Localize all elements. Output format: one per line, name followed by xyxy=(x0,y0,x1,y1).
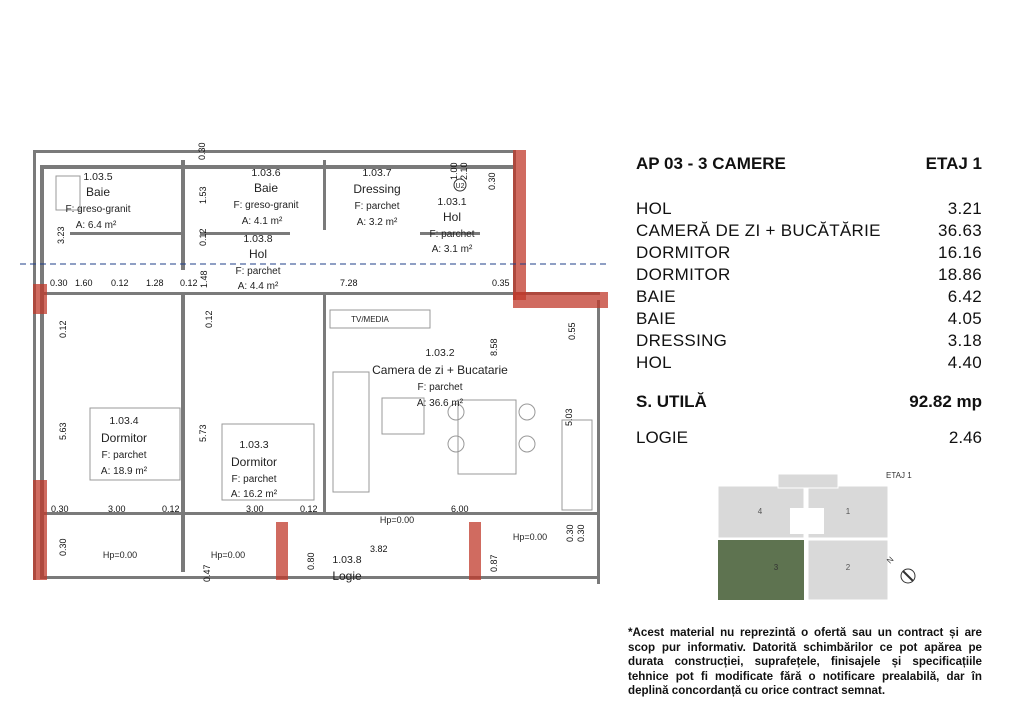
apartment-summary xyxy=(636,154,982,448)
apartment-title: AP 03 - 3 CAMERE xyxy=(636,154,786,173)
room-area: 16.16 xyxy=(937,243,982,262)
dimension: 7.28 xyxy=(340,278,358,288)
room-area: A: 18.9 m² xyxy=(100,466,148,477)
room-row xyxy=(636,242,982,264)
dimension: 0.35 xyxy=(492,278,510,288)
dimension: 0.12 xyxy=(204,310,214,328)
total-area-row xyxy=(636,392,982,412)
dimension: 0.47 xyxy=(202,564,212,582)
room-row xyxy=(636,198,982,220)
total-label: S. UTILĂ xyxy=(636,392,707,411)
chair xyxy=(519,404,535,420)
room-name: DRESSING xyxy=(636,331,728,350)
room-row xyxy=(636,286,982,308)
summary-header xyxy=(636,154,982,174)
dimension: 2.10 xyxy=(459,162,469,180)
u2-label: U2 xyxy=(455,183,465,190)
room-area: A: 16.2 m² xyxy=(230,489,278,500)
hp-label: Hp=0.00 xyxy=(102,550,138,560)
room-area: 4.05 xyxy=(947,309,982,328)
room-label-dormitor-2 xyxy=(231,439,278,500)
room-row xyxy=(636,352,982,374)
keyplan-unit-number: 4 xyxy=(757,507,763,516)
keyplan-unit-number: 3 xyxy=(773,563,779,572)
room-id: 1.03.2 xyxy=(425,347,455,359)
sofa xyxy=(333,372,369,492)
room-area: 3.21 xyxy=(947,199,982,218)
dimension: 1.53 xyxy=(198,186,208,204)
dimension: 1.28 xyxy=(146,278,164,288)
logie-value: 2.46 xyxy=(948,428,982,447)
room-id: 1.03.1 xyxy=(437,196,467,208)
key-plan xyxy=(708,466,928,616)
room-name: Hol xyxy=(442,210,462,224)
keyplan-unit-number: 1 xyxy=(845,507,851,516)
dimension: 0.87 xyxy=(489,554,499,572)
room-label-baie-2 xyxy=(233,167,298,227)
room-id: 1.03.5 xyxy=(83,171,113,183)
dimension: 5.73 xyxy=(198,424,208,442)
room-area: A: 4.1 m² xyxy=(241,216,283,227)
dimension: 0.30 xyxy=(565,524,575,542)
room-name: Hol xyxy=(248,247,268,261)
dimension: 0.12 xyxy=(58,320,68,338)
dimension: 0.30 xyxy=(51,504,69,514)
keyplan-label: ETAJ 1 xyxy=(886,471,912,480)
room-finish: F: parchet xyxy=(231,474,277,485)
room-label-dressing xyxy=(353,167,400,228)
dimension: 0.12 xyxy=(180,278,198,288)
dimension: 6.00 xyxy=(451,504,469,514)
logie-label: LOGIE xyxy=(636,428,688,447)
hp-label: Hp=0.00 xyxy=(210,550,246,560)
room-finish: F: greso-granit xyxy=(65,204,131,215)
room-name: Dressing xyxy=(353,182,401,196)
dimension: 0.30 xyxy=(50,278,68,288)
room-area: 36.63 xyxy=(937,221,982,240)
room-id: 1.03.6 xyxy=(251,167,281,179)
room-area: A: 3.1 m² xyxy=(431,244,473,255)
room-id: 1.03.3 xyxy=(239,439,269,451)
room-label-baie-1 xyxy=(65,171,130,231)
dimension: 3.23 xyxy=(56,226,66,244)
dining-table xyxy=(458,400,516,474)
dimension: 1.00 xyxy=(449,162,459,180)
chair xyxy=(519,436,535,452)
room-name: HOL xyxy=(636,353,672,372)
room-label-hol-1 xyxy=(429,196,474,255)
dimension: 0.30 xyxy=(197,142,207,160)
dimension: 3.82 xyxy=(370,544,388,554)
dimension: 0.55 xyxy=(567,322,577,340)
room-id: 1.03.8 xyxy=(243,233,273,245)
room-area: 18.86 xyxy=(937,265,982,284)
dimension: 0.12 xyxy=(300,504,318,514)
room-area: A: 3.2 m² xyxy=(356,217,398,228)
north-arrow-icon xyxy=(885,555,915,583)
dimension: 8.58 xyxy=(489,338,499,356)
room-finish: F: greso-granit xyxy=(233,200,299,211)
dimension: 3.00 xyxy=(108,504,126,514)
room-list xyxy=(636,198,982,374)
room-row xyxy=(636,264,982,286)
logie-row xyxy=(636,428,982,448)
room-label-logie xyxy=(332,554,362,583)
room-name: DORMITOR xyxy=(636,265,731,284)
room-row xyxy=(636,330,982,352)
hp-label: Hp=0.00 xyxy=(512,532,548,542)
keyplan-unit-3-highlight xyxy=(718,540,804,600)
floor-label: ETAJ 1 xyxy=(925,154,982,173)
dimension: 1.48 xyxy=(199,270,209,288)
total-value: 92.82 mp xyxy=(909,392,982,411)
chair xyxy=(448,436,464,452)
dimension: 0.12 xyxy=(198,228,208,246)
dimension: 5.03 xyxy=(564,408,574,426)
dimension: 3.00 xyxy=(246,504,264,514)
room-name: BAIE xyxy=(636,309,676,328)
room-name: Camera de zi + Bucatarie xyxy=(372,363,508,377)
keyplan-unit-number: 2 xyxy=(845,563,851,572)
dimension: 5.63 xyxy=(58,422,68,440)
room-label-dormitor-1 xyxy=(101,415,148,477)
dimension: 0.30 xyxy=(487,172,497,190)
room-id: 1.03.4 xyxy=(109,415,139,427)
room-area: A: 6.4 m² xyxy=(75,220,117,231)
north-label: N xyxy=(885,554,896,566)
room-name: CAMERĂ DE ZI + BUCĂTĂRIE xyxy=(636,221,881,240)
room-name: Dormitor xyxy=(100,431,148,445)
room-name: DORMITOR xyxy=(636,243,731,262)
dimension: 1.60 xyxy=(75,278,93,288)
keyplan-top-block xyxy=(778,474,838,488)
kitchen-counter xyxy=(562,420,592,510)
room-name: Logie xyxy=(332,569,362,583)
tv-label: TV/MEDIA xyxy=(351,315,389,324)
room-row xyxy=(636,308,982,330)
dimension: 0.12 xyxy=(111,278,129,288)
room-area: 6.42 xyxy=(947,287,982,306)
room-finish: F: parchet xyxy=(101,450,147,461)
room-area: 3.18 xyxy=(947,331,982,350)
room-finish: F: parchet xyxy=(354,201,400,212)
room-id: 1.03.8 xyxy=(332,554,362,566)
hp-label: Hp=0.00 xyxy=(379,515,415,525)
room-row xyxy=(636,220,982,242)
room-name: Baie xyxy=(253,181,279,195)
room-area: A: 4.4 m² xyxy=(237,281,279,292)
room-name: Dormitor xyxy=(230,455,278,469)
room-area: 4.40 xyxy=(947,353,982,372)
room-name: Baie xyxy=(85,185,111,199)
dimension: 0.30 xyxy=(58,538,68,556)
room-name: BAIE xyxy=(636,287,676,306)
keyplan-core xyxy=(790,508,824,534)
room-id: 1.03.7 xyxy=(362,167,392,179)
room-finish: F: parchet xyxy=(417,382,463,393)
room-finish: F: parchet xyxy=(235,266,281,277)
dimension: 0.80 xyxy=(306,552,316,570)
disclaimer-text: *Acest material nu reprezintă o ofertă sau un contract și are scop pur informativ. Datorită schimbărilor ce pot apărea pe durata construcției, suprafețele, finisajele și specificațiile tehnice pot fi modificate fără o notificare prealabilă, dar în deplină concordanță cu orice contract semnat. xyxy=(628,626,982,697)
room-area: A: 36.6 m² xyxy=(416,398,464,409)
room-label-hol-2 xyxy=(235,233,280,292)
dimension: 0.30 xyxy=(576,524,586,542)
dimension: 0.12 xyxy=(162,504,180,514)
room-name: HOL xyxy=(636,199,672,218)
room-finish: F: parchet xyxy=(429,229,475,240)
